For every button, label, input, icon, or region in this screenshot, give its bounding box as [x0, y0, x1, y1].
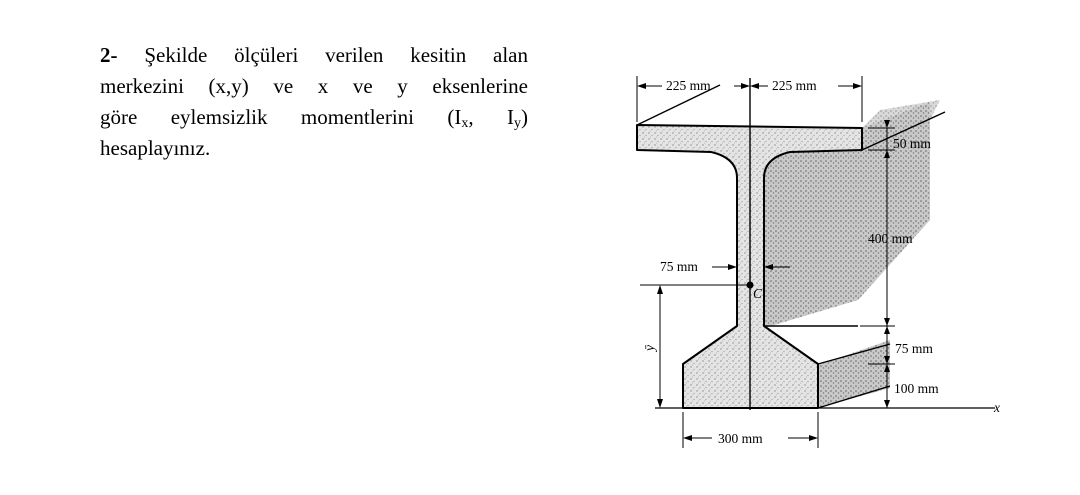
dim-arrow-408-up [884, 400, 890, 408]
problem-line-2: merkezini (x,y) ve x ve y eksenlerine [100, 74, 528, 98]
dim-bottom-arrow-right [809, 435, 818, 441]
dim-web-thickness-label: 75 mm [660, 259, 698, 274]
centroid-label: C [753, 286, 763, 301]
problem-line-4: hesaplayınız. [100, 136, 211, 160]
dim-top-left-label: 225 mm [666, 78, 711, 93]
ybar-label: ȳ [642, 345, 657, 351]
problem-line-1-text: Şekilde ölçüleri verilen kesitin alan [144, 43, 529, 67]
problem-line-3-post: ) [521, 105, 528, 129]
problem-line-3-mid: , I [468, 105, 514, 129]
ybar-arrow-bottom [657, 399, 663, 408]
ybar-arrow-top [657, 285, 663, 294]
dim-top-arrow-left [637, 83, 646, 89]
dim-arrow-326-up [884, 318, 890, 326]
dim-lower-taper-label: 75 mm [895, 341, 933, 356]
problem-number: 2- [100, 43, 118, 67]
depth-shading-lower [818, 340, 890, 408]
dim-top-right-label: 225 mm [772, 78, 817, 93]
dim-bottom-flange-label: 100 mm [894, 381, 939, 396]
dim-top-arrow-right [853, 83, 862, 89]
dim-web-height-label: 400 mm [868, 231, 913, 246]
x-axis-label: x [994, 400, 1000, 415]
dim-top-arrow-mid-left [741, 83, 750, 89]
subscript-y: y [514, 116, 521, 131]
dim-bottom-width-label: 300 mm [718, 431, 763, 446]
dim-bottom-arrow-left [683, 435, 692, 441]
dim-arrow-326-down [884, 326, 890, 334]
dim-web-arrow-left [728, 264, 737, 270]
subscript-x: x [461, 116, 469, 131]
dim-flange-label: 50 mm [893, 136, 931, 151]
dim-top-arrow-mid-right [750, 83, 759, 89]
problem-line-3-pre: göre eylemsizlik momentlerini (I [100, 105, 462, 129]
